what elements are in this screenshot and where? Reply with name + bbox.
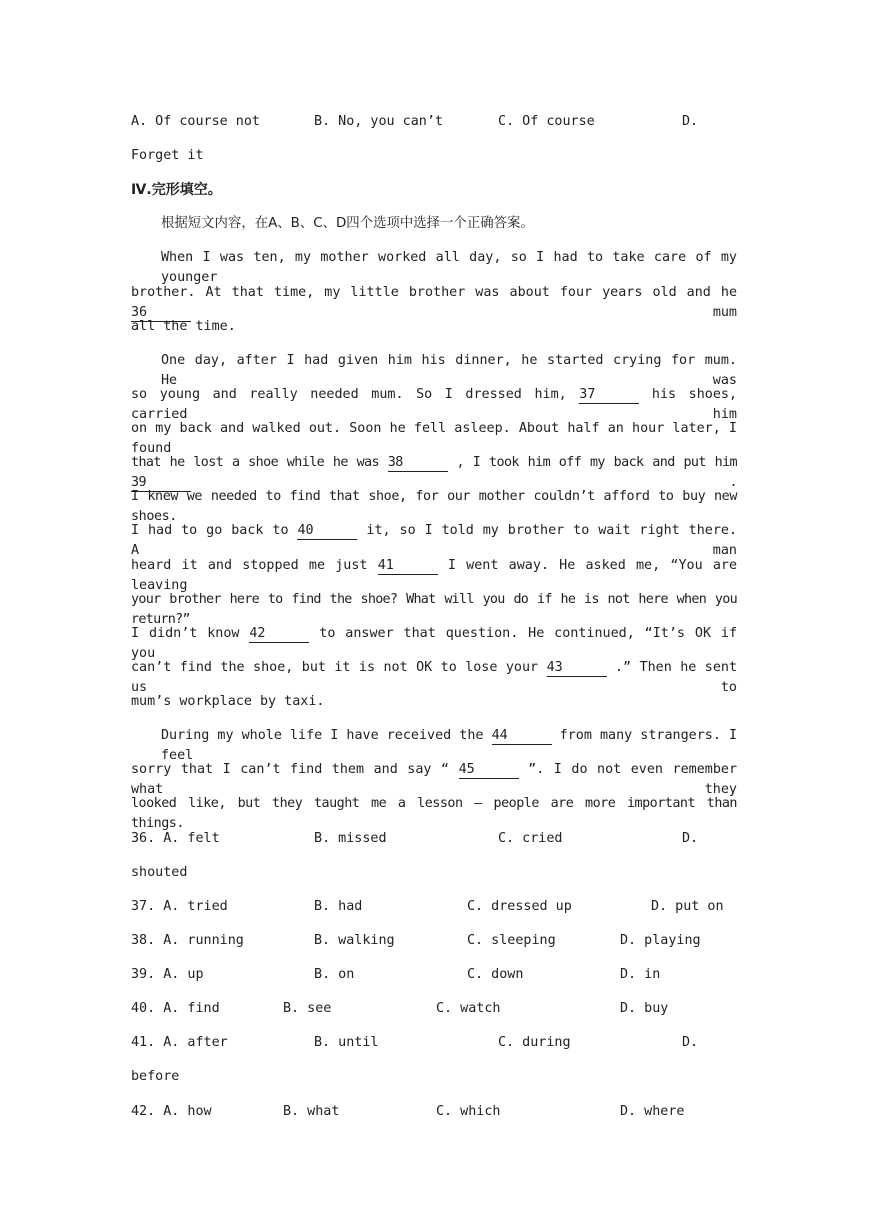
blank-41: 41 <box>378 557 438 575</box>
passage-text: heard it and stopped me just <box>131 558 368 573</box>
passage-text: , I took him off my back and put him <box>456 455 737 470</box>
passage-text: I had to go back to <box>131 523 289 538</box>
q35-option-d-text: Forget it <box>131 148 204 163</box>
blank-38: 38 <box>388 454 448 472</box>
q40-option-b: B. see <box>283 1001 332 1016</box>
q40-option-c: C. watch <box>436 1001 501 1016</box>
blank-37: 37 <box>579 386 639 404</box>
q39-option-d: D. in <box>620 967 661 982</box>
passage-line <box>131 760 738 797</box>
passage-line <box>131 624 738 661</box>
q40-option-d: D. buy <box>620 1001 669 1016</box>
passage-text: .” Then he sent us to <box>131 660 738 695</box>
passage-text: sorry that I can’t find them and say “ <box>131 762 450 777</box>
passage-line: When I was ten, my mother worked all day, so I had to take care of my younger <box>161 250 737 285</box>
q36-option-d-text: shouted <box>131 865 188 880</box>
passage-line: mum’s workplace by taxi. <box>131 694 325 709</box>
blank-39: 39 <box>131 474 191 492</box>
passage-text: to answer that question. He continued, “It’s OK if you <box>131 626 738 661</box>
q40-option-a: 40. A. find <box>131 1001 220 1016</box>
q35-option-c: C. Of course <box>498 114 595 129</box>
q42-option-c: C. which <box>436 1104 501 1119</box>
passage-text: from many strangers. I feel <box>161 728 738 763</box>
passage-text: brother. At that time, my little brother was about four years old and he <box>131 285 737 300</box>
passage-line <box>161 726 738 763</box>
passage-text: so young and really needed mum. So I dressed him, <box>131 387 567 402</box>
passage-text: mum <box>712 305 737 320</box>
q41-option-d: D. <box>682 1035 699 1050</box>
blank-42: 42 <box>249 625 309 643</box>
passage-text: I went away. He asked me, “You are leaving <box>131 558 738 593</box>
q36-option-c: C. cried <box>498 831 563 846</box>
blank-45: 45 <box>459 761 519 779</box>
passage-line: your brother here to find the shoe? What will you do if he is not here when you return?” <box>131 592 737 627</box>
q42-option-a: 42. A. how <box>131 1104 212 1119</box>
passage-line <box>131 658 738 695</box>
q36-option-b: B. missed <box>314 831 387 846</box>
q37-option-b: B. had <box>314 899 363 914</box>
passage-line <box>131 385 738 422</box>
q41-option-b: B. until <box>314 1035 379 1050</box>
passage-text: his shoes, carried him <box>131 387 738 422</box>
q37-option-d: D. put on <box>651 899 724 914</box>
passage-line <box>131 453 737 490</box>
q41-option-a: 41. A. after <box>131 1035 228 1050</box>
q36-option-d: D. <box>682 831 699 846</box>
q35-option-d: D. <box>682 114 699 129</box>
passage-text: I didn’t know <box>131 626 240 641</box>
blank-44: 44 <box>492 727 552 745</box>
passage-line <box>131 283 737 320</box>
passage-text: ”. I do not even remember what they <box>131 762 738 797</box>
passage-text: it, so I told my brother to wait right there. A man <box>131 523 738 558</box>
q42-option-b: B. what <box>283 1104 340 1119</box>
q38-option-a: 38. A. running <box>131 933 244 948</box>
q37-option-a: 37. A. tried <box>131 899 228 914</box>
blank-43: 43 <box>547 659 607 677</box>
q37-option-c: C. dressed up <box>467 899 572 914</box>
blank-36: 36 <box>131 304 191 322</box>
q35-option-b: B. No, you can’t <box>314 114 443 129</box>
q35-option-a: A. Of course not <box>131 114 260 129</box>
passage-text: can’t find the shoe, but it is not OK to lose your <box>131 660 539 675</box>
q36-option-a: 36. A. felt <box>131 831 220 846</box>
q39-option-c: C. down <box>467 967 524 982</box>
q41-option-c: C. during <box>498 1035 571 1050</box>
section-instruction: 根据短文内容，在A、B、C、D四个选项中选择一个正确答案。 <box>161 216 534 231</box>
passage-line: on my back and walked out. Soon he fell asleep. About half an hour later, I found <box>131 421 737 456</box>
q38-option-d: D. playing <box>620 933 701 948</box>
q39-option-a: 39. A. up <box>131 967 204 982</box>
section-title: Ⅳ.完形填空。 <box>131 182 222 198</box>
passage-line: all the time. <box>131 319 236 334</box>
passage-text: . <box>729 475 737 490</box>
passage-line: I knew we needed to find that shoe, for our mother couldn’t afford to buy new shoes. <box>131 489 737 524</box>
passage-line <box>131 521 738 558</box>
passage-text: that he lost a shoe while he was <box>131 455 379 470</box>
passage-line: One day, after I had given him his dinner, he started crying for mum. He was <box>161 353 737 388</box>
blank-40: 40 <box>297 522 357 540</box>
q38-option-c: C. sleeping <box>467 933 556 948</box>
passage-text: During my whole life I have received the <box>161 728 484 743</box>
passage-line <box>131 556 738 593</box>
q41-option-d-text: before <box>131 1069 180 1084</box>
q42-option-d: D. where <box>620 1104 685 1119</box>
q39-option-b: B. on <box>314 967 355 982</box>
passage-line: looked like, but they taught me a lesson — people are more important than things. <box>131 796 737 831</box>
q38-option-b: B. walking <box>314 933 395 948</box>
